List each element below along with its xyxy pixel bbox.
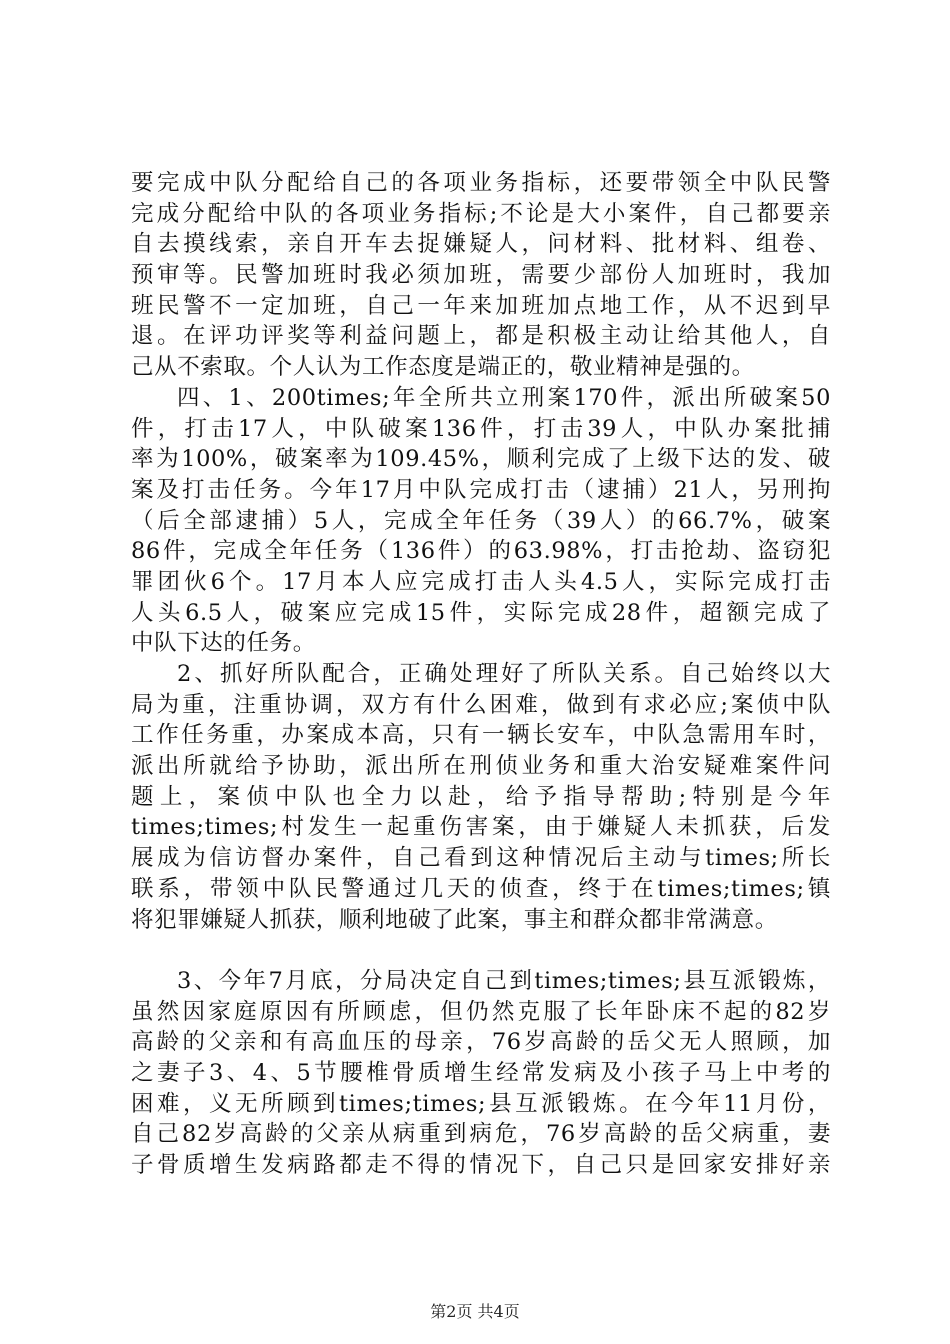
text-line: 工作任务重，办案成本高，只有一辆长安车，中队急需用车时， bbox=[131, 722, 831, 749]
text-line: 预审等。民警加班时我必须加班，需要少部份人加班时，我加 bbox=[131, 262, 831, 289]
text-line: 中队下达的任务。 bbox=[131, 630, 316, 657]
text-line: 高龄的父亲和有高血压的母亲，76岁高龄的岳父无人照顾，加 bbox=[131, 1029, 831, 1056]
text-line: 展成为信访督办案件，自己看到这种情况后主动与times;所长 bbox=[131, 845, 831, 872]
text-line: 困难，义无所顾到times;times;县互派锻炼。在今年11月份， bbox=[131, 1090, 831, 1117]
text-line: 派出所就给予协助，派出所在刑侦业务和重大治安疑难案件问 bbox=[131, 753, 831, 780]
text-line: times;times;村发生一起重伤害案，由于嫌疑人未抓获，后发 bbox=[131, 814, 831, 841]
paragraph-3 bbox=[131, 659, 831, 935]
text-line: 己从不索取。个人认为工作态度是端正的，敬业精神是强的。 bbox=[131, 354, 755, 381]
paragraph-spacer bbox=[131, 935, 831, 966]
paragraph-4 bbox=[131, 966, 831, 1181]
paragraph-1 bbox=[131, 168, 831, 383]
text-line: 四、1、200times;年全所共立刑案170件，派出所破案50 bbox=[177, 384, 831, 411]
text-line: （后全部逮捕）5人，完成全年任务（39人）的66.7%，破案 bbox=[131, 507, 831, 534]
text-line: 之妻子3、4、5节腰椎骨质增生经常发病及小孩子马上中考的 bbox=[131, 1059, 831, 1086]
text-line: 虽然因家庭原因有所顾虑，但仍然克服了长年卧床不起的82岁 bbox=[131, 998, 831, 1025]
text-line: 率为100%，破案率为109.45%，顺利完成了上级下达的发、破 bbox=[131, 446, 831, 473]
text-line: 子骨质增生发病路都走不得的情况下，自己只是回家安排好亲 bbox=[131, 1152, 831, 1178]
text-line: 件，打击17人，中队破案136件，打击39人，中队办案批捕 bbox=[131, 415, 831, 442]
text-line: 将犯罪嫌疑人抓获，顺利地破了此案，事主和群众都非常满意。 bbox=[131, 906, 778, 933]
text-line: 3、今年7月底，分局决定自己到times;times;县互派锻炼， bbox=[177, 967, 831, 994]
document-body bbox=[131, 168, 831, 1181]
text-line: 86件，完成全年任务（136件）的63.98%，打击抢劫、盗窃犯 bbox=[131, 538, 831, 565]
text-line: 题上，案侦中队也全力以赴，给予指导帮助;特别是今年 bbox=[131, 783, 831, 810]
text-line: 2、抓好所队配合，正确处理好了所队关系。自己始终以大 bbox=[177, 661, 831, 687]
text-line: 自去摸线索，亲自开车去捉嫌疑人，问材料、批材料、组卷、 bbox=[131, 231, 831, 258]
text-line: 人头6.5人，破案应完成15件，实际完成28件，超额完成了 bbox=[131, 599, 831, 626]
text-line: 自己82岁高龄的父亲从病重到病危，76岁高龄的岳父病重，妻 bbox=[131, 1121, 831, 1148]
text-line: 罪团伙6个。17月本人应完成打击人头4.5人，实际完成打击 bbox=[131, 568, 831, 595]
text-line: 联系，带领中队民警通过几天的侦查，终于在times;times;镇 bbox=[131, 875, 831, 902]
text-line: 要完成中队分配给自己的各项业务指标，还要带领全中队民警 bbox=[131, 170, 831, 196]
text-line: 完成分配给中队的各项业务指标;不论是大小案件，自己都要亲 bbox=[131, 200, 831, 227]
text-line: 退。在评功评奖等利益问题上，都是积极主动让给其他人，自 bbox=[131, 323, 831, 350]
paragraph-2 bbox=[131, 383, 831, 659]
text-line: 案及打击任务。今年17月中队完成打击（逮捕）21人，另刑拘 bbox=[131, 476, 831, 503]
page-footer: 第2页 共4页 bbox=[430, 1302, 520, 1321]
text-line: 局为重，注重协调，双方有什么困难，做到有求必应;案侦中队 bbox=[131, 691, 831, 718]
text-line: 班民警不一定加班，自己一年来加班加点地工作，从不迟到早 bbox=[131, 292, 831, 319]
